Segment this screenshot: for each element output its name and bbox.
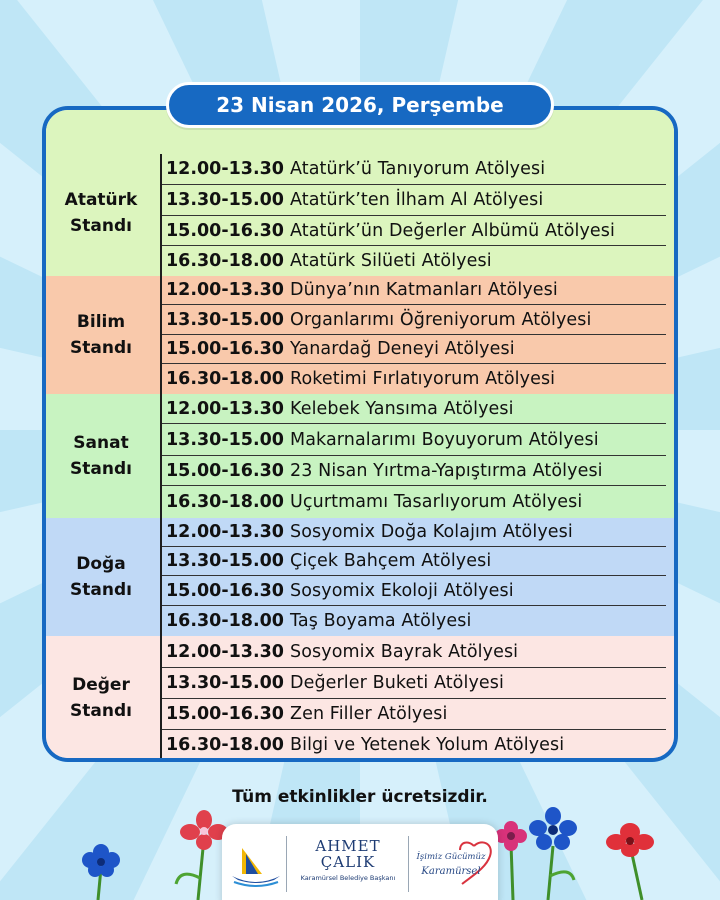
session-row xyxy=(162,394,666,424)
session-time: 15.00-16.30 xyxy=(166,339,284,359)
session-title: Sosyomix Bayrak Atölyesi xyxy=(290,641,519,662)
session-title: Uçurtmamı Tasarlıyorum Atölyesi xyxy=(290,492,583,512)
session-title: Yanardağ Deneyi Atölyesi xyxy=(290,339,515,359)
stand-label xyxy=(46,276,156,394)
heart-icon xyxy=(404,834,496,896)
flower-blue-left-icon xyxy=(76,838,126,900)
session-time: 12.00-13.30 xyxy=(166,159,284,179)
free-events-note: Tüm etkinlikler ücretsizdir. xyxy=(232,787,488,807)
stand-name-suffix: Standı xyxy=(70,216,132,236)
session-title: Atatürk’ten İlham Al Atölyesi xyxy=(290,190,544,210)
municipality-logo-card xyxy=(222,824,498,900)
session-time: 12.00-13.30 xyxy=(166,280,284,300)
session-time: 13.30-15.00 xyxy=(166,551,284,571)
mayor-name xyxy=(292,838,404,870)
session-row xyxy=(162,364,666,394)
stand-label xyxy=(46,394,156,518)
mayor-first-name: AHMET xyxy=(315,837,381,855)
session-time: 16.30-18.00 xyxy=(166,251,284,271)
session-time: 13.30-15.00 xyxy=(166,190,284,210)
session-row xyxy=(162,668,666,699)
session-time: 15.00-16.30 xyxy=(166,220,284,241)
stand-name-suffix: Standı xyxy=(70,580,132,600)
session-row xyxy=(162,636,666,668)
session-title: Atatürk Silüeti Atölyesi xyxy=(290,251,492,271)
session-time: 16.30-18.00 xyxy=(166,492,284,512)
session-title: Dünya’nın Katmanları Atölyesi xyxy=(290,280,558,300)
session-row xyxy=(162,185,666,216)
session-time: 12.00-13.30 xyxy=(166,522,284,542)
stand-name: Sanat xyxy=(73,432,129,453)
stand-deger xyxy=(46,636,674,762)
flower-blue-right-icon xyxy=(526,806,580,900)
session-row xyxy=(162,216,666,246)
stand-name: Doğa xyxy=(76,553,126,574)
stand-ataturk xyxy=(46,110,674,276)
session-row xyxy=(162,424,666,456)
sailboat-logo-icon xyxy=(228,844,284,888)
session-title: Atatürk’ü Tanıyorum Atölyesi xyxy=(290,159,546,179)
stand-doga xyxy=(46,518,674,636)
session-row xyxy=(162,699,666,730)
session-time: 12.00-13.30 xyxy=(166,641,284,662)
flower-pink-icon xyxy=(494,818,528,900)
stand-name: Atatürk xyxy=(64,189,138,210)
session-title: Sosyomix Ekoloji Atölyesi xyxy=(290,580,514,601)
mayor-title: Karamürsel Belediye Başkanı xyxy=(300,874,396,882)
session-row xyxy=(162,276,666,305)
session-time: 13.30-15.00 xyxy=(166,309,284,330)
flower-red-left-icon xyxy=(170,808,230,900)
stand-label xyxy=(46,636,156,762)
session-time: 15.00-16.30 xyxy=(166,704,284,724)
session-title: Taş Boyama Atölyesi xyxy=(290,611,472,631)
session-title: Sosyomix Doğa Kolajım Atölyesi xyxy=(290,522,573,542)
session-title: Zen Filler Atölyesi xyxy=(290,704,448,724)
session-time: 16.30-18.00 xyxy=(166,369,284,389)
session-row xyxy=(162,730,666,760)
session-title: Değerler Buketi Atölyesi xyxy=(290,673,504,693)
session-title: Makarnalarımı Boyuyorum Atölyesi xyxy=(290,429,599,450)
date-header xyxy=(166,82,554,128)
session-time: 12.00-13.30 xyxy=(166,398,284,419)
session-row xyxy=(162,576,666,606)
session-time: 13.30-15.00 xyxy=(166,429,284,450)
stand-bilim xyxy=(46,276,674,394)
session-time: 13.30-15.00 xyxy=(166,673,284,693)
session-title: Bilgi ve Yetenek Yolum Atölyesi xyxy=(290,735,565,755)
session-time: 15.00-16.30 xyxy=(166,460,284,481)
stand-name-suffix: Standı xyxy=(70,701,132,721)
stand-name: Değer xyxy=(72,674,130,695)
session-row xyxy=(162,547,666,576)
schedule-table xyxy=(42,106,678,762)
stand-label xyxy=(46,518,156,636)
session-row xyxy=(162,305,666,335)
session-row xyxy=(162,518,666,547)
session-row xyxy=(162,154,666,185)
session-title: Organlarımı Öğreniyorum Atölyesi xyxy=(290,309,592,330)
stand-name-suffix: Standı xyxy=(70,459,132,479)
session-row xyxy=(162,456,666,486)
session-time: 15.00-16.30 xyxy=(166,580,284,601)
session-title: 23 Nisan Yırtma-Yapıştırma Atölyesi xyxy=(290,460,603,481)
logo-divider xyxy=(286,836,287,892)
session-time: 16.30-18.00 xyxy=(166,735,284,755)
stand-name: Bilim xyxy=(76,311,126,332)
session-title: Çiçek Bahçem Atölyesi xyxy=(290,551,492,571)
session-row xyxy=(162,486,666,518)
motto-line-1: İşimiz Gücümüz xyxy=(416,852,486,862)
session-row xyxy=(162,606,666,636)
session-row xyxy=(162,335,666,364)
session-title: Kelebek Yansıma Atölyesi xyxy=(290,398,514,419)
stand-name-suffix: Standı xyxy=(70,338,132,358)
session-row xyxy=(162,246,666,276)
stand-label xyxy=(46,110,156,276)
flower-red-right-icon xyxy=(604,822,656,900)
motto-logo xyxy=(404,834,496,896)
session-time: 16.30-18.00 xyxy=(166,611,284,631)
motto-line-2: Karamürsel xyxy=(421,866,481,877)
stand-sanat xyxy=(46,394,674,518)
session-title: Atatürk’ün Değerler Albümü Atölyesi xyxy=(290,220,615,241)
date-text: 23 Nisan 2026, Perşembe xyxy=(216,93,504,117)
mayor-last-name: ÇALIK xyxy=(320,853,376,871)
session-title: Roketimi Fırlatıyorum Atölyesi xyxy=(290,369,556,389)
